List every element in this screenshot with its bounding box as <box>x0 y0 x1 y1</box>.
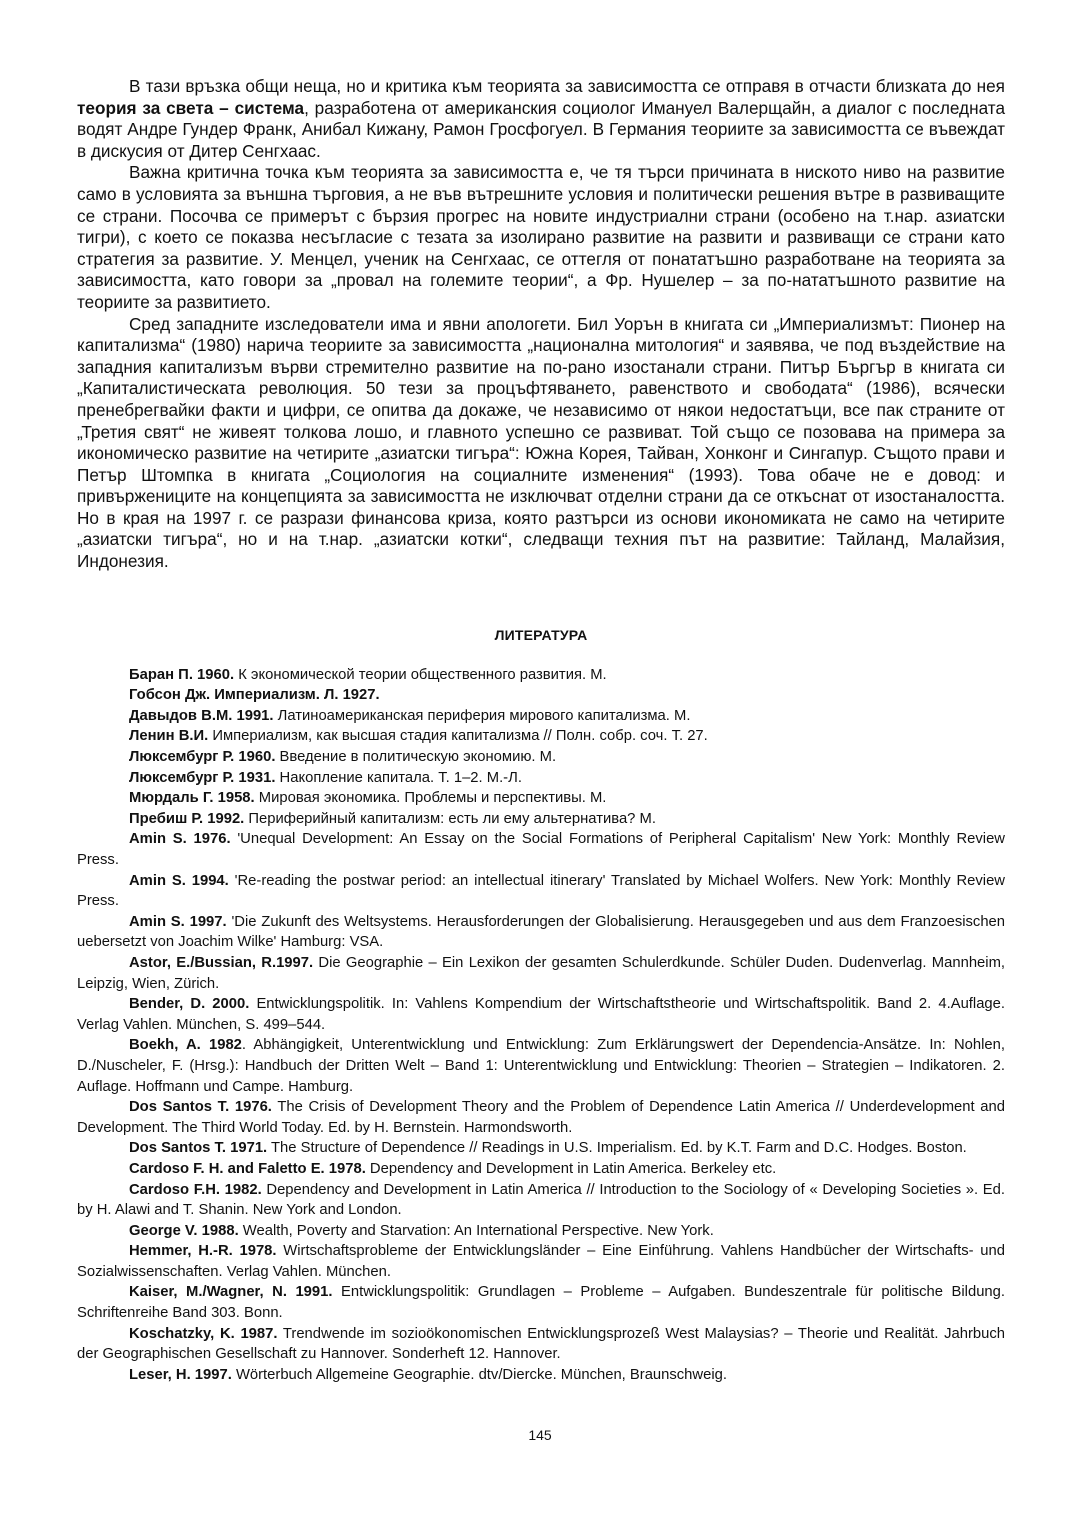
reference-text: 'Unequal Development: An Essay on the Social Formations of Peripheral Capitalism' New York: Monthly Review Press. <box>77 831 1005 868</box>
reference-entry <box>77 871 1005 912</box>
paragraph-1-text-c: , разработена от американския социолог Имануел Валерщайн, а диалог с последната водят Андре Гундер Франк, Анибал Кижану, Рамон Гросфогуел. В Германия теориите за зависимостта се въвеждат в дискусия от Дитер Сенгхаас. <box>77 97 1005 161</box>
reference-author: Boekh, A. 1982 <box>129 1037 242 1054</box>
reference-text: Империализм, как высшая стадия капитализма // Полн. собр. соч. Т. 27. <box>208 728 708 745</box>
reference-entry <box>77 665 1005 686</box>
reference-entry <box>77 747 1005 768</box>
reference-text: The Crisis of Development Theory and the Problem of Dependence Latin America // Underdevelopment and Development. The Third World Today. Ed. by H. Bernstein. Harmondsworth. <box>77 1099 1005 1136</box>
reference-entry <box>77 912 1005 953</box>
reference-author: George V. 1988. <box>129 1222 239 1239</box>
reference-author: Koschatzky, K. 1987. <box>129 1325 278 1342</box>
reference-author: Amin S. 1976. <box>129 831 231 848</box>
reference-text: К экономической теории общественного развития. М. <box>234 666 607 683</box>
paragraph-1-text-a: В тази връзка общи неща, но и критика към теорията за зависимостта се отправя в отчасти близката до нея <box>129 76 1005 96</box>
reference-entry <box>77 726 1005 747</box>
reference-text: Мировая экономика. Проблемы и перспективы. М. <box>254 790 607 807</box>
reference-text: Введение в политическую экономию. М. <box>275 749 557 766</box>
reference-author: Баран П. 1960. <box>129 666 235 683</box>
reference-entry <box>77 1035 1005 1097</box>
reference-text: The Structure of Dependence // Readings in U.S. Imperialism. Ed. by K.T. Farm and D.C. Hodges. Boston. <box>267 1140 967 1157</box>
reference-entry <box>77 1324 1005 1365</box>
reference-entry <box>77 768 1005 789</box>
reference-entry <box>77 953 1005 994</box>
reference-text: Dependency and Development in Latin America. Berkeley etc. <box>365 1160 777 1177</box>
paragraph-1-term: теория за света – система <box>77 97 305 118</box>
reference-author: Пребиш Р. 1992. <box>129 810 245 827</box>
reference-text: Dependency and Development in Latin America // Introduction to the Sociology of « Developing Societies ». Ed. by H. Alawi and T. Shanin. New York and London. <box>77 1181 1005 1219</box>
page-content <box>77 76 1005 1385</box>
reference-author: Давыдов В.М. 1991. <box>129 707 274 724</box>
reference-entry <box>77 1365 1005 1386</box>
reference-text: Die Geographie – Ein Lexikon der gesamten Schulerdkunde. Schüler Duden. Dudenverlag. Mannheim, Leipzig, Wien, Zürich. <box>77 954 1005 992</box>
reference-author: Hemmer, H.-R. 1978. <box>129 1243 277 1260</box>
reference-entry <box>77 788 1005 809</box>
reference-entry <box>77 1097 1005 1138</box>
reference-author: Amin S. 1997. <box>129 913 227 930</box>
reference-author: Dos Santos T. 1976. <box>129 1099 272 1116</box>
reference-entry <box>77 1282 1005 1323</box>
reference-author: Гобсон Дж. Империализм. Л. 1927. <box>129 687 380 704</box>
reference-text: Entwicklungspolitik. In: Vahlens Kompendium der Wirtschaftstheorie und Wirtschaftspolitik. Band 2. 4.Auflage. Verlag Vahlen. München, S. 499–544. <box>77 996 1005 1033</box>
reference-text: Entwicklungspolitik: Grundlagen – Probleme – Aufgaben. Bundeszentrale für politische Bildung. Schriftenreihe Band 303. Bonn. <box>77 1284 1005 1322</box>
reference-text: Латиноамериканская периферия мирового капитализма. М. <box>273 707 691 724</box>
reference-author: Люксембург Р. 1960. <box>129 749 276 766</box>
reference-entry <box>77 994 1005 1035</box>
reference-author: Люксембург Р. 1931. <box>129 769 276 786</box>
reference-entry <box>77 1138 1005 1159</box>
reference-author: Astor, E./Bussian, R.1997. <box>129 954 314 971</box>
reference-text: Wirtschaftsprobleme der Entwicklungsländer – Eine Einführung. Vahlens Handbücher der Wirtschafts- und Sozialwissenschaften. Verlag Vahlen. München. <box>77 1243 1005 1280</box>
reference-text: 'Die Zukunft des Weltsystems. Herausforderungen der Globalisierung. Herausgegeben und aus dem Franzoesischen uebersetzt von Joachim Wilke' Hamburg: VSA. <box>77 913 1006 951</box>
reference-author: Leser, H. 1997. <box>129 1366 232 1383</box>
reference-author: Bender, D. 2000. <box>129 996 250 1013</box>
reference-entry <box>77 1221 1005 1242</box>
reference-entry <box>77 685 1005 706</box>
reference-entry <box>77 1180 1005 1221</box>
reference-entry <box>77 1241 1005 1282</box>
reference-text: Trendwende im sozioökonomischen Entwicklungsprozeß West Malaysias? – Theorie und Realität. Jahrbuch der Geographischen Gesellschaft zu Hannover. Sonderheft 12. Hannover. <box>77 1325 1006 1363</box>
body-paragraph-1 <box>77 76 1005 162</box>
literature-heading: ЛИТЕРАТУРА <box>494 626 588 643</box>
reference-text: 'Re-reading the postwar period: an intellectual itinerary' Translated by Michael Wolfers. New York: Monthly Review Press. <box>77 872 1005 910</box>
reference-entry <box>77 829 1005 870</box>
reference-author: Мюрдаль Г. 1958. <box>129 790 255 807</box>
reference-author: Kaiser, M./Wagner, N. 1991. <box>129 1284 333 1301</box>
reference-entry <box>77 809 1005 830</box>
page-number: 145 <box>528 1427 552 1443</box>
reference-author: Amin S. 1994. <box>129 872 229 889</box>
reference-author: Cardoso F. H. and Faletto E. 1978. <box>129 1160 366 1177</box>
reference-text: Периферийный капитализм: есть ли ему альтернатива? М. <box>244 810 656 827</box>
reference-list <box>77 665 1005 1386</box>
reference-text: Wealth, Poverty and Starvation: An International Perspective. New York. <box>238 1222 714 1239</box>
body-paragraph-3: Сред западните изследователи има и явни апологети. Бил Уорън в книгата си „Империализмът: Пионер на капитализма“ (1980) нарича теориите за зависимостта „национална митология“ и заявява, че под въздействие на западния капитализъм върви стремително развитие на по-рано изостанали страни. Питър Бъргър в книгата си „Капиталистическата революция. 50 тези за процъфтяването, равенството и свободата“ (1986), всячески пренебрегвайки факти и цифри, се опитва да докаже, че независимо от някои недостатъци, все пак страните от „Третия свят“ не живеят толкова лошо, и главното успешно се развиват. Той също се позовава на примера за икономическо развитие на четирите „азиатски тигъра“: Южна Корея, Тайван, Хонконг и Сингапур. Същото прави и Петър Штомпка в книгата „Социология на социалните изменения“ (1993). Това обаче не е довод: и привържениците на концепцията за зависимостта не изключват отделни страни да се откъснат от изостаналостта. Но в края на 1997 г. се разрази финансова криза, която разтърси из основи икономиката не само на четирите „азиатски тигъра“, но и на т.нар. „азиатски котки“, следващи техния път на развитие: Тайланд, Малайзия, Индонезия. <box>77 313 1005 572</box>
reference-text: . Abhängigkeit, Unterentwicklung und Entwicklung: Zum Erklärungswert der Dependencia-Ansätze. In: Nohlen, D./Nuscheler, F. (Hrsg.): Handbuch der Dritten Welt – Band 1: Unterentwicklung und Entwicklung: Theorien – Strategien – Indikatoren. 2. Auflage. Hoffmann und Campe. Hamburg. <box>77 1037 1005 1095</box>
reference-entry <box>77 1159 1005 1180</box>
reference-text: Накопление капитала. Т. 1–2. М.-Л. <box>275 769 522 786</box>
reference-author: Ленин В.И. <box>129 728 209 745</box>
reference-entry <box>77 706 1005 727</box>
reference-text: Wörterbuch Allgemeine Geographie. dtv/Diercke. München, Braunschweig. <box>231 1366 727 1383</box>
reference-author: Dos Santos T. 1971. <box>129 1140 268 1157</box>
body-paragraph-2: Важна критична точка към теорията за зависимостта е, че тя търси причината в ниското ниво на развитие само в условията за външна търговия, а не във вътрешните условия и политически решения вътре в развиващите се страни. Посочва се примерът с бързия прогрес на новите индустриални страни (особено на т.нар. азиатски тигри), с което се показва несъгласие с тезата за изолирано развитие на развити и развиващи се страни като стратегия за развитие. У. Менцел, ученик на Сенгхаас, се оттегля от понататъшно разработване на теорията за зависимостта, като говори за „провал на големите теории“, а Фр. Нушелер – за по-нататъшното развитие на теориите за развитието. <box>77 162 1005 312</box>
reference-author: Cardoso F.H. 1982. <box>129 1181 262 1198</box>
